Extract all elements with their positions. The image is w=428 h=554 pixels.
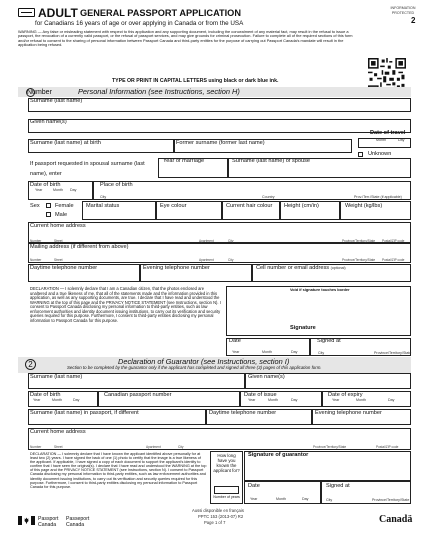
addr-city-label: City xyxy=(228,239,234,243)
year-of-marriage-input[interactable] xyxy=(158,158,228,178)
sig-day-label: Day xyxy=(291,350,298,354)
footer-passport-canada-en: Passport Canada xyxy=(38,516,59,528)
sig-signed-at-label: Signed at xyxy=(317,338,341,344)
g-passport-number-label: Canadian passport number xyxy=(104,392,172,398)
unknown-label: Unknown xyxy=(368,151,392,157)
g-expiry-month: Month xyxy=(356,398,366,402)
g-date-label: Date xyxy=(248,483,260,489)
passport-logo-icon xyxy=(18,8,35,17)
g-addr-number: Number xyxy=(30,445,42,449)
given-names-label: Given name(s) xyxy=(30,119,67,125)
section1-number: Number xyxy=(27,88,52,96)
g-date-of-issue-label: Date of issue xyxy=(244,392,277,398)
addr-street-label: Street xyxy=(54,239,63,243)
eye-colour-input[interactable] xyxy=(156,201,222,220)
pob-city-label: City xyxy=(100,195,107,199)
g-home-address-input[interactable] xyxy=(28,428,411,450)
footer-passeport-canada-fr: Passeport Canada xyxy=(66,516,90,528)
signature-box[interactable] xyxy=(226,286,411,336)
dob-month-label: Month xyxy=(53,188,63,192)
type-or-print-note: TYPE OR PRINT IN CAPITAL LETTERS using black or dark blue ink. xyxy=(112,78,279,84)
surname-input[interactable] xyxy=(28,98,411,112)
g-addr-apartment: Apartment xyxy=(146,445,161,449)
mail-postal-label: Postal/ZIP code xyxy=(382,258,405,262)
signature-label: Signature xyxy=(290,325,316,331)
g-surname-input[interactable] xyxy=(28,373,245,389)
surname-at-birth-label: Surname (last name) at birth xyxy=(30,140,101,146)
former-surname-label: Former surname (former last name) xyxy=(176,140,265,146)
g-addr-street: Street xyxy=(54,445,63,449)
surname-label: Surname (last name) xyxy=(30,98,83,104)
date-of-birth-input[interactable] xyxy=(28,181,93,200)
eye-colour-label: Eye colour xyxy=(160,203,187,209)
spouse-surname-input[interactable] xyxy=(228,158,411,178)
canada-wordmark: Canadä xyxy=(379,514,413,525)
sig-year-label: Year xyxy=(232,350,240,354)
year-of-marriage-label: Year of marriage xyxy=(163,158,205,164)
g-surname-label: Surname (last name) xyxy=(30,374,83,380)
section2-title: Declaration of Guarantor (see Instructions, section I) xyxy=(118,357,290,366)
g-given-names-input[interactable] xyxy=(245,373,411,389)
guarantor-signature-label: Signature of guarantor xyxy=(248,452,309,458)
void-signature-note: Void if signature touches border xyxy=(290,287,350,292)
g-applicant-surname-label: Surname (last name) in passport, if different xyxy=(30,410,139,416)
number-of-years-input[interactable] xyxy=(214,486,239,494)
hair-colour-label: Current hair colour xyxy=(226,203,273,209)
guarantor-declaration-text: DECLARATION — I solemnly declare that I have known the applicant identified above personally for at least two (2) years. I have signed the back of one (1) photo to certify that the image is a true likeness of the applicant. If applicable, I have signed a copy of each document to support the applicant's identity to confirm that I have seen the original(s). I declare that I have read and understood the WARNING at the top of this page and the PRIVACY NOTICE STATEMENT (see Instructions, section N). I consent to Passport Canada disclosing my personal information to third-party entities, such as law enforcement authorities and identity document issuing institutions, to carry out its verification and security queries required for this purpose. Furthermore, I consent to third-party entities disclosing my personal information to Passport Canada for this purpose. xyxy=(30,452,207,489)
sig-date-label: Date xyxy=(229,338,241,344)
hair-colour-input[interactable] xyxy=(222,201,280,220)
g-evening-phone-input[interactable] xyxy=(312,409,411,425)
g-home-address-label: Current home address xyxy=(30,429,86,435)
mail-number-label: Number xyxy=(30,258,42,262)
daytime-phone-input[interactable] xyxy=(28,264,140,282)
spousal-surname-label: If passport requested in spousal surname (last name), enter xyxy=(30,161,145,177)
unknown-checkbox[interactable] xyxy=(358,152,363,157)
g-date-of-issue-input[interactable] xyxy=(240,391,322,407)
place-of-birth-label: Place of birth xyxy=(100,182,133,188)
addr-postal-label: Postal/ZIP code xyxy=(382,239,405,243)
height-label: Height (cm/in) xyxy=(284,203,319,209)
weight-input[interactable] xyxy=(340,201,411,220)
male-label: Male xyxy=(55,212,68,218)
how-long-label: How long have you known the applicant for? xyxy=(213,453,240,473)
g-issue-day: Day xyxy=(291,398,298,402)
date-of-birth-label: Date of birth xyxy=(30,182,61,188)
section2-number: 2 xyxy=(25,359,36,370)
number-of-years-label: Number of years xyxy=(213,495,240,499)
mail-province-label: Province/Territory/State xyxy=(342,258,376,262)
footer-available-fr: Aussi disponible en français xyxy=(192,508,244,513)
g-given-names-label: Given name(s) xyxy=(248,374,285,380)
g-sig-day: Day xyxy=(302,497,309,501)
protected-b-mark: 2 xyxy=(411,16,416,25)
g-signed-at-label: Signed at xyxy=(326,483,350,489)
info-protected-label: INFORMATION PROTECTED xyxy=(390,6,416,15)
dob-day-label: Day xyxy=(70,188,77,192)
g-issue-month: Month xyxy=(268,398,278,402)
cell-email-label: Cell number or email address (optional) xyxy=(256,265,346,271)
addr-province-label: Province/Territory/State xyxy=(342,239,376,243)
addr-number-label: Number xyxy=(30,239,42,243)
mail-city-label: City xyxy=(228,258,234,262)
g-addr-city: City xyxy=(178,445,184,449)
canada-flag-icon xyxy=(18,516,35,525)
height-input[interactable] xyxy=(280,201,340,220)
sig-city-label: City xyxy=(318,351,325,355)
g-addr-province: Province/Territory/State xyxy=(313,445,347,449)
g-date-of-expiry-label: Date of expiry xyxy=(328,392,363,398)
form-title-adult: ADULT xyxy=(38,6,78,20)
warning-text: WARNING — Any false or misleading statement with respect to this application and any supporting document, including the concealment of any material fact, may result in the refusal to issue a passport, the revocation of a currently valid passport, or the refusal of passport services, and may give grounds for criminal prosecution. Failure to complete all of the required sections of this form and/or refusal to consent to the sharing of personal information between Passport Canada and third-party entities for the purpose of carrying out Passport Canada's mandate will result in the application being refused. xyxy=(18,29,353,47)
g-dob-day: Day xyxy=(73,398,80,402)
sig-month-label: Month xyxy=(262,350,272,354)
mail-apartment-label: Apartment xyxy=(199,258,214,262)
g-dob-label: Date of birth xyxy=(30,392,61,398)
mailing-address-label: Mailing address (if different from above) xyxy=(30,244,129,250)
sex-label: Sex xyxy=(30,203,40,209)
former-surname-input[interactable] xyxy=(174,139,352,153)
g-daytime-phone-input[interactable] xyxy=(206,409,312,425)
female-label: Female xyxy=(55,203,74,209)
g-addr-postal: Postal/ZIP code xyxy=(376,445,399,449)
g-sig-month: Month xyxy=(276,497,286,501)
g-sig-city: City xyxy=(326,498,333,502)
spouse-surname-label: Surname (last name) of spouse xyxy=(232,158,311,164)
g-dob-year: Year xyxy=(33,398,41,402)
evening-phone-input[interactable] xyxy=(140,264,252,282)
dob-year-label: Year xyxy=(35,188,43,192)
marital-status-label: Marital status xyxy=(86,203,120,209)
travel-day-label: Day xyxy=(398,138,405,142)
date-of-travel-label: Date of travel xyxy=(370,130,406,136)
pob-province-label: Prov./Terr./State (if applicable) xyxy=(354,195,402,199)
g-dob-input[interactable] xyxy=(28,391,98,407)
home-address-label: Current home address xyxy=(30,223,86,229)
g-applicant-surname-input[interactable] xyxy=(28,409,206,425)
surname-at-birth-input[interactable] xyxy=(28,139,174,153)
g-daytime-phone-label: Daytime telephone number xyxy=(209,410,277,416)
g-sig-province: Province/Territory/State xyxy=(372,498,410,502)
g-passport-number-input[interactable] xyxy=(98,391,240,407)
footer-form-number: PPTC 153 (2013-07) R2 xyxy=(198,514,244,519)
sig-province-label: Province/Territory/State xyxy=(374,351,412,355)
evening-phone-label: Evening telephone number xyxy=(143,265,210,271)
daytime-phone-label: Daytime telephone number xyxy=(30,265,98,271)
applicant-declaration-text: DECLARATION — I solemnly declare that I am a Canadian citizen, that the photos enclosed are unaltered and a true likeness of me, that all of the statements made and the information provided in this application, as well as any supporting documents, are true. I declare that I have read and understood the WARNING at the top of this page and the PRIVACY NOTICE STATEMENT (see Instructions, section N). I consent to Passport Canada disclosing my personal information to third-party entities, such as law enforcement authorities and identity document issuing institutions, to carry out its verification and security queries required for this purpose. Furthermore, I consent to third-party entities disclosing my personal information to Passport Canada for this purpose. xyxy=(30,286,221,323)
travel-month-label: Month xyxy=(376,138,386,142)
g-expiry-year: Year xyxy=(332,398,340,402)
section1-title: Personal Information (see Instructions, section H) xyxy=(78,87,240,96)
g-issue-year: Year xyxy=(248,398,256,402)
g-expiry-day: Day xyxy=(388,398,395,402)
section2-subtitle: Section to be completed by the guarantor only if the applicant has completed and signed all three (3) pages of this application form. xyxy=(67,365,322,370)
given-names-input[interactable] xyxy=(28,119,411,133)
g-date-of-expiry-input[interactable] xyxy=(322,391,411,407)
weight-label: Weight (kg/lbs) xyxy=(345,203,383,209)
marital-status-input[interactable] xyxy=(82,201,156,220)
pob-country-label: Country xyxy=(262,195,275,199)
g-dob-month: Month xyxy=(52,398,62,402)
cell-email-input[interactable] xyxy=(252,264,411,282)
g-evening-phone-label: Evening telephone number xyxy=(315,410,382,416)
addr-apartment-label: Apartment xyxy=(199,239,214,243)
footer-page-number: Page 1 of 7 xyxy=(204,520,226,525)
form-subtitle: for Canadians 16 years of age or over applying in Canada or from the USA xyxy=(35,20,244,27)
female-checkbox[interactable] xyxy=(46,203,51,208)
male-checkbox[interactable] xyxy=(46,212,51,217)
g-sig-year: Year xyxy=(250,497,258,501)
mail-street-label: Street xyxy=(54,258,63,262)
form-title: GENERAL PASSPORT APPLICATION xyxy=(80,8,241,18)
